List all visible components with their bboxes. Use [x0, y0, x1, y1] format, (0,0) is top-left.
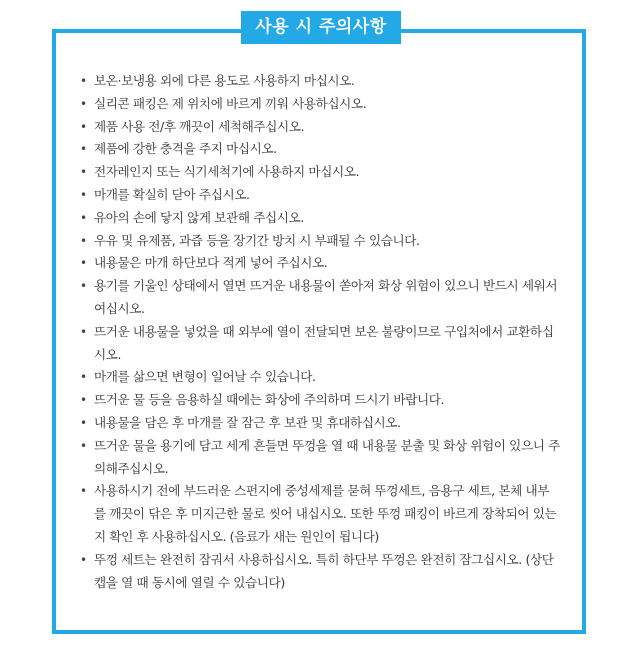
list-item-text: 우유 및 유제품, 과즙 등을 장기간 방치 시 부패될 수 있습니다.	[94, 232, 420, 248]
list-item-text: 제품에 강한 충격을 주지 마십시오.	[94, 141, 277, 157]
bullet-icon: •	[80, 484, 87, 499]
list-item	[76, 435, 560, 481]
notice-title: 사용 시 주의사항	[241, 11, 401, 44]
bullet-icon: •	[80, 393, 87, 408]
list-item	[76, 389, 560, 412]
list-item	[76, 230, 560, 253]
list-item-text: 보온·보냉용 외에 다른 용도로 사용하지 마십시오.	[94, 73, 355, 88]
list-item-text: 내용물은 마개 하단보다 적게 넣어 주십시오.	[94, 255, 328, 271]
list-item	[76, 252, 560, 275]
list-item-text: 사용하시기 전에 부드러운 스펀지에 중성세제를 묻혀 뚜껑세트, 음용구 세트, 본체 내부를 깨끗이 닦은 후 미지근한 물로 씻어 내십시오. 또한 뚜껑 패킹이 바르게 장착되어 있는지 확인 후 사용하십시오. (음료가 새는 원인이 됩니다)	[94, 483, 557, 544]
bullet-icon: •	[80, 370, 87, 385]
list-item	[76, 161, 560, 184]
list-item-text: 내용물을 담은 후 마개를 잘 잠근 후 보관 및 휴대하십시오.	[94, 414, 401, 430]
list-item	[76, 116, 560, 139]
list-item-text: 뜨거운 물을 용기에 담고 세게 흔들면 뚜껑을 열 때 내용물 분출 및 화상 위험이 있으니 주의해주십시오.	[94, 437, 560, 476]
list-item	[76, 184, 560, 207]
list-item-text: 전자레인지 또는 식기세척기에 사용하지 마십시오.	[94, 164, 360, 180]
bullet-icon: •	[80, 415, 87, 430]
bullet-icon: •	[80, 279, 87, 294]
bullet-icon: •	[80, 165, 87, 180]
list-item	[76, 412, 560, 435]
list-item-text: 제품 사용 전/후 깨끗이 세척해주십시오.	[94, 118, 305, 134]
bullet-icon: •	[80, 552, 87, 567]
bullet-icon: •	[80, 142, 87, 157]
list-item	[76, 549, 560, 595]
list-item-text: 뚜껑 세트는 완전히 잠궈서 사용하십시오. 특히 하단부 뚜껑은 완전히 잠그십시오. (상단 캡을 열 때 동시에 열릴 수 있습니다)	[94, 551, 554, 590]
list-item	[76, 480, 560, 548]
bullet-icon: •	[80, 233, 87, 248]
list-item-text: 마개를 확실히 닫아 주십시오.	[94, 186, 250, 202]
bullet-icon: •	[80, 74, 87, 88]
list-item	[76, 207, 560, 230]
list-item	[76, 321, 560, 367]
list-item	[76, 70, 560, 93]
list-item	[76, 138, 560, 161]
list-item-text: 실리콘 패킹은 제 위치에 바르게 끼워 사용하십시오.	[94, 95, 367, 111]
list-item-text: 유아의 손에 닿지 않게 보관해 주십시오.	[94, 209, 304, 225]
bullet-icon: •	[80, 187, 87, 202]
bullet-icon: •	[80, 256, 87, 271]
notice-list	[76, 70, 560, 594]
bullet-icon: •	[80, 210, 87, 225]
bullet-icon: •	[80, 438, 87, 453]
bullet-icon: •	[80, 96, 87, 111]
bullet-icon: •	[80, 119, 87, 134]
list-item-text: 뜨거운 물 등을 음용하실 때에는 화상에 주의하며 드시기 바랍니다.	[94, 392, 445, 408]
bullet-icon: •	[80, 324, 87, 339]
list-item-text: 마개를 삶으면 변형이 일어날 수 있습니다.	[94, 369, 316, 385]
list-item-text: 용기를 기울인 상태에서 열면 뜨거운 내용물이 쏟아져 화상 위험이 있으니 반드시 세워서 여십시오.	[94, 278, 558, 316]
list-item	[76, 366, 560, 389]
list-item-text: 뜨거운 내용물을 넣었을 때 외부에 열이 전달되면 보온 불량이므로 구입처에서 교환하십시오.	[94, 323, 554, 362]
list-item	[76, 93, 560, 116]
list-item	[76, 275, 560, 321]
